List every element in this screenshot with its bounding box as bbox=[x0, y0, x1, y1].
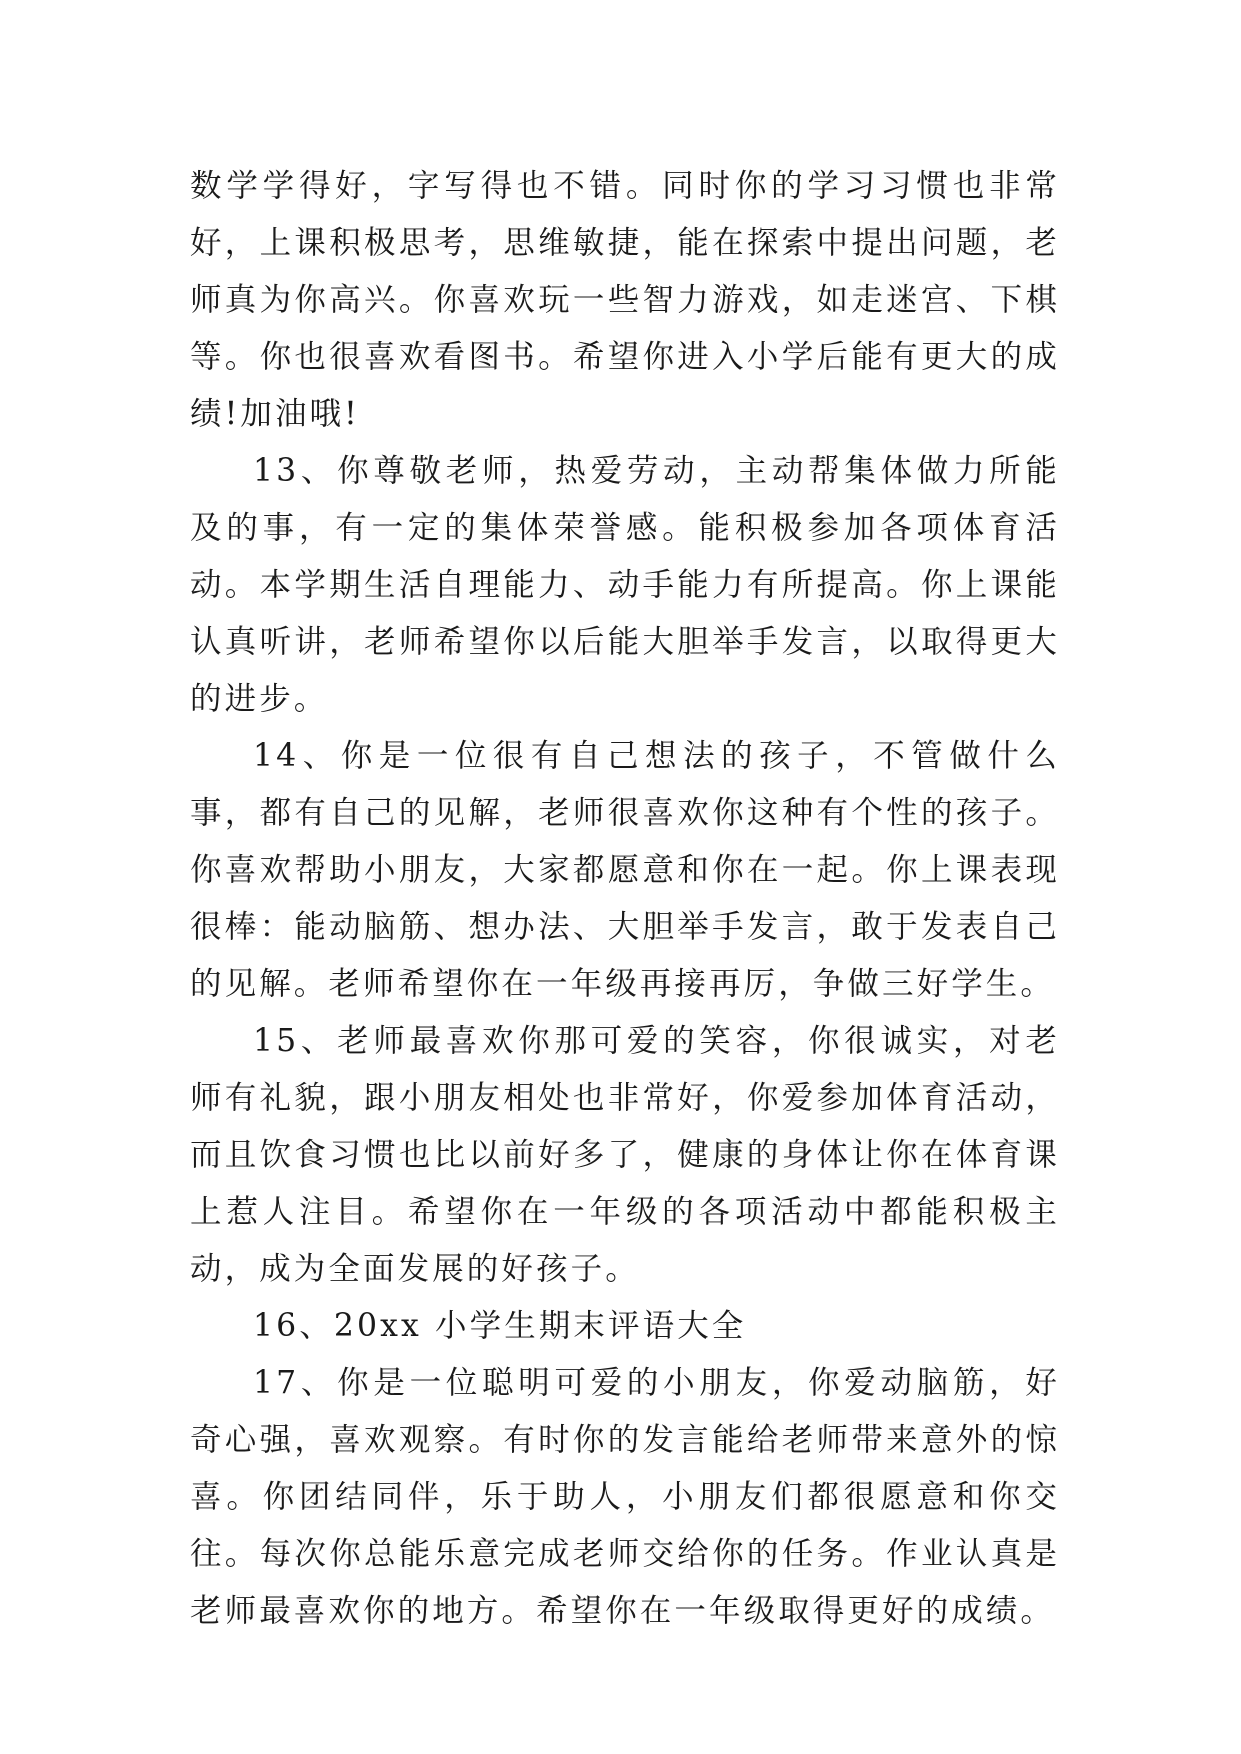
paragraph-17: 17、你是一位聪明可爱的小朋友，你爱动脑筋，好奇心强，喜欢观察。有时你的发言能给老师带来意外的惊喜。你团结同伴，乐于助人，小朋友们都很愿意和你交往。每次你总能乐意完成老师交给你的任务。作业认真是老师最喜欢你的地方。希望你在一年级取得更好的成绩。 bbox=[190, 1365, 1060, 1629]
paragraph-16-heading: 16、20xx 小学生期末评语大全 bbox=[253, 1308, 747, 1344]
paragraph-15: 15、老师最喜欢你那可爱的笑容，你很诚实，对老师有礼貌，跟小朋友相处也非常好，你爱参加体育活动，而且饮食习惯也比以前好多了，健康的身体让你在体育课上惹人注目。希望你在一年级的各项活动中都能积极主动，成为全面发展的好孩子。 bbox=[190, 1023, 1060, 1287]
paragraph-12-continued: 数学学得好，字写得也不错。同时你的学习习惯也非常好，上课积极思考，思维敏捷，能在探索中提出问题，老师真为你高兴。你喜欢玩一些智力游戏，如走迷宫、下棋等。你也很喜欢看图书。希望你进入小学后能有更大的成绩!加油哦! bbox=[190, 168, 1060, 432]
document-body bbox=[190, 158, 1060, 1640]
paragraph-14: 14、你是一位很有自己想法的孩子，不管做什么事，都有自己的见解，老师很喜欢你这种有个性的孩子。你喜欢帮助小朋友，大家都愿意和你在一起。你上课表现很棒：能动脑筋、想办法、大胆举手发言，敢于发表自己的见解。老师希望你在一年级再接再厉，争做三好学生。 bbox=[190, 738, 1060, 1002]
paragraph-13: 13、你尊敬老师，热爱劳动，主动帮集体做力所能及的事，有一定的集体荣誉感。能积极参加各项体育活动。本学期生活自理能力、动手能力有所提高。你上课能认真听讲，老师希望你以后能大胆举手发言，以取得更大的进步。 bbox=[190, 453, 1060, 717]
